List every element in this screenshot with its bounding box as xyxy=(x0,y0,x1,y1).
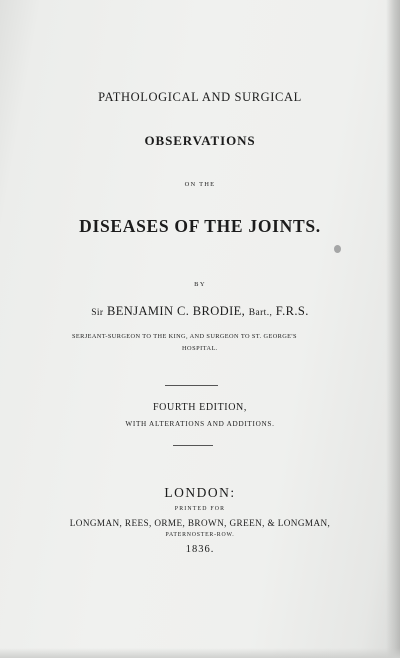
imprint-address: PATERNOSTER-ROW. xyxy=(165,532,235,538)
title-line-diseases: DISEASES OF THE JOINTS. xyxy=(79,216,321,236)
divider-rule-bottom xyxy=(173,445,213,446)
author-prefix: Sir xyxy=(91,308,104,318)
imprint-printed-for: PRINTED FOR xyxy=(174,506,226,512)
author-line xyxy=(0,304,400,319)
imprint-year: 1836. xyxy=(185,544,215,555)
author-name: BENJAMIN C. BRODIE, xyxy=(107,304,246,318)
author-fellow: F.R.S. xyxy=(275,304,309,318)
author-role-line-1: SERJEANT-SURGEON TO THE KING, AND SURGEON TO ST. GEORGE'S xyxy=(72,333,297,340)
imprint-city: LONDON: xyxy=(164,485,236,500)
title-line-pathological: PATHOLOGICAL AND SURGICAL xyxy=(98,90,302,104)
title-line-observations: OBSERVATIONS xyxy=(144,133,256,148)
divider-rule-top xyxy=(165,385,218,386)
author-suffix: Bart., xyxy=(248,308,273,318)
author-role-line-2: HOSPITAL. xyxy=(181,345,218,352)
edition-note-line: WITH ALTERATIONS AND ADDITIONS. xyxy=(125,420,275,428)
page-bottom-shadow xyxy=(0,648,400,658)
imprint-publishers: LONGMAN, REES, ORME, BROWN, GREEN, & LONGMAN, xyxy=(69,518,331,528)
title-line-on-the: ON THE xyxy=(184,181,216,188)
ink-spot xyxy=(334,245,341,253)
by-label: BY xyxy=(194,281,206,288)
edition-line: FOURTH EDITION, xyxy=(153,402,247,413)
